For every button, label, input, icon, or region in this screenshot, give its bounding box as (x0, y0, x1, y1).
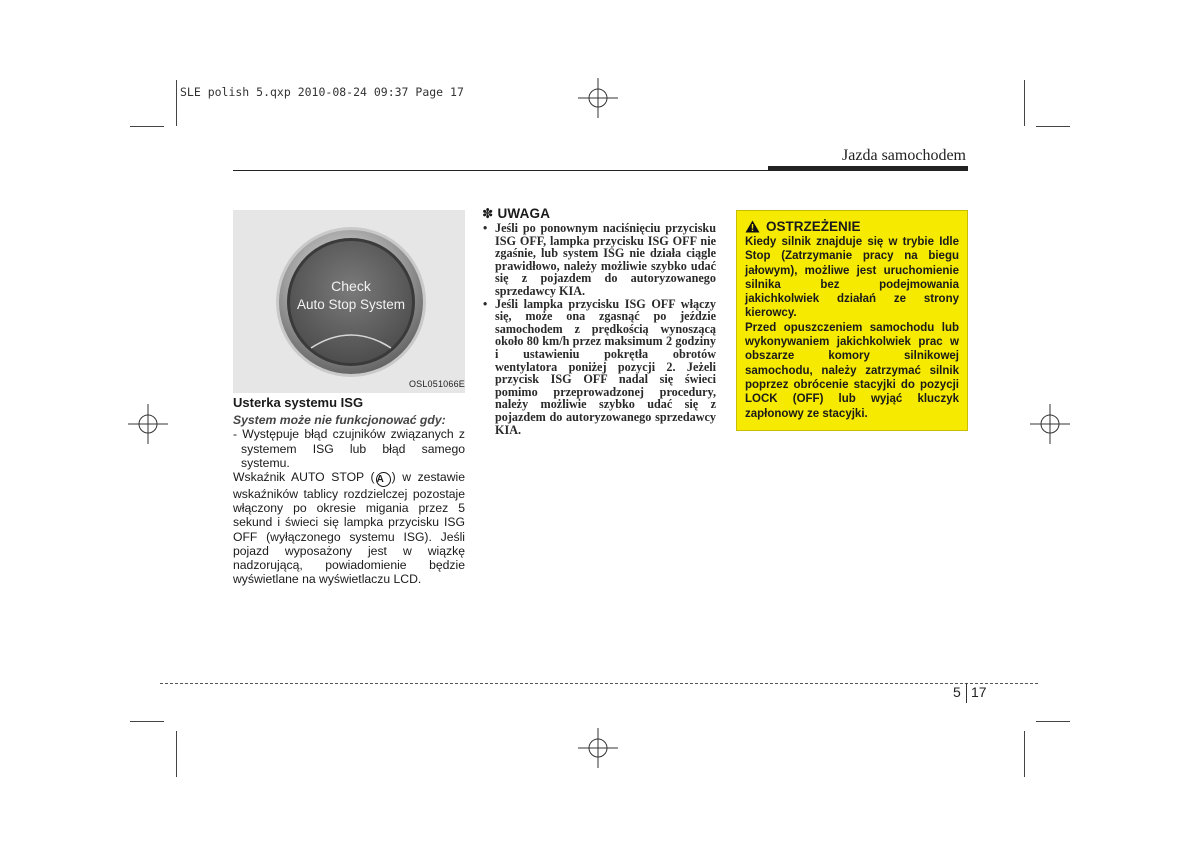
section-subheading: System może nie funkcjonować gdy: (233, 413, 446, 428)
note-item (482, 222, 716, 298)
crop-mark (176, 80, 177, 126)
crop-mark (1024, 731, 1025, 777)
crop-mark (130, 126, 164, 127)
button-label-line2: Auto Stop System (296, 297, 406, 312)
auto-stop-indicator-icon: A (376, 472, 391, 487)
section-heading: Usterka systemu ISG (233, 395, 364, 410)
figure-code: OSL051066E (408, 379, 465, 389)
crop-mark (1036, 721, 1070, 722)
note-box (482, 206, 716, 436)
crop-mark (1024, 80, 1025, 126)
page-number: 17 (971, 684, 987, 700)
registration-mark-icon (1030, 404, 1070, 444)
warning-paragraph-2: Przed opuszczeniem samochodu lub wykonywaniem jakichkolwiek prac w obszarze komory silnikowej samochodu, należy zatrzymać silnik poprzez obrócenie stacyjki do pozycji LOCK (OFF) lub wyjąć kluczyk zapłonowy ze stacyjki. (745, 321, 959, 420)
check-auto-stop-button-icon (233, 210, 465, 393)
paragraph-start: Wskaźnik AUTO STOP ( (233, 470, 375, 485)
paragraph-end: ) w zestawie wskaźników tablicy rozdzielczej pozostaje włączony po okresie migania przez 5 sekund i świeci się lampka przycisku ISG OFF (wyłączonego systemu ISG). Jeśli pojazd wyposażony jest w wiązkę nadzorującą, powiadomienie będzie wyświetlane na wyświetlaczu LCD. (233, 470, 465, 587)
crop-mark (176, 731, 177, 777)
footer-rule (160, 683, 1038, 684)
section-title: Jazda samochodem (842, 147, 966, 164)
print-slug: SLE polish 5.qxp 2010-08-24 09:37 Page 17 (180, 85, 464, 99)
left-column (233, 396, 465, 586)
note-list (482, 222, 716, 436)
crop-mark (130, 721, 164, 722)
registration-mark-icon (128, 404, 168, 444)
bullet-icon: • (483, 221, 488, 235)
note-title: ✽ UWAGA (482, 206, 551, 221)
isg-button-photo (233, 210, 465, 393)
bullet-icon: • (483, 296, 488, 311)
warning-paragraph-1: Kiedy silnik znajduje się w trybie Idle Stop (Zatrzymanie pracy na biegu jałowym), możliwe jest uruchomienie silnika bez podejmowania jakichkolwiek działań ze strony kierowcy. (745, 236, 959, 320)
registration-mark-icon (578, 78, 618, 118)
indicator-paragraph (233, 470, 465, 586)
warning-box (736, 210, 968, 431)
crop-mark (1036, 126, 1070, 127)
button-label-line1: Check (331, 278, 371, 294)
registration-mark-icon (578, 728, 618, 768)
warning-heading (745, 219, 959, 234)
header-rule-accent (768, 166, 968, 171)
note-item-text: Jeśli po ponownym naciśnięciu przycisku ISG OFF, lampka przycisku ISG OFF nie zgaśnie, lub system ISG nie działa ciągle prawidłowo, należy możliwie szybko udać się z pojazdem do autoryzowanego sprzedawcy KIA. (495, 221, 716, 298)
note-item-text: Jeśli lampka przycisku ISG OFF włączy się, może ona zgasnąć po jeździe samochodem z prędkością wynoszącą około 80 km/h przez maksimum 2 godziny i ustawieniu pokrętła obrotów wentylatora poniżej pozycji 2. Jeżeli przycisk ISG OFF nadal się świeci pomimo przeprowadzonej procedury, należy możliwie szybko udać się z pojazdem do autoryzowanego sprzedawcy KIA. (495, 296, 716, 437)
page-number-separator (966, 683, 967, 703)
warning-triangle-icon (745, 220, 760, 233)
dash-list-item: - Występuje błąd czujników związanych z systemem ISG lub błąd samego systemu. (233, 427, 465, 470)
chapter-number: 5 (953, 684, 961, 700)
note-item (482, 298, 716, 437)
warning-title: OSTRZEŻENIE (766, 219, 861, 234)
